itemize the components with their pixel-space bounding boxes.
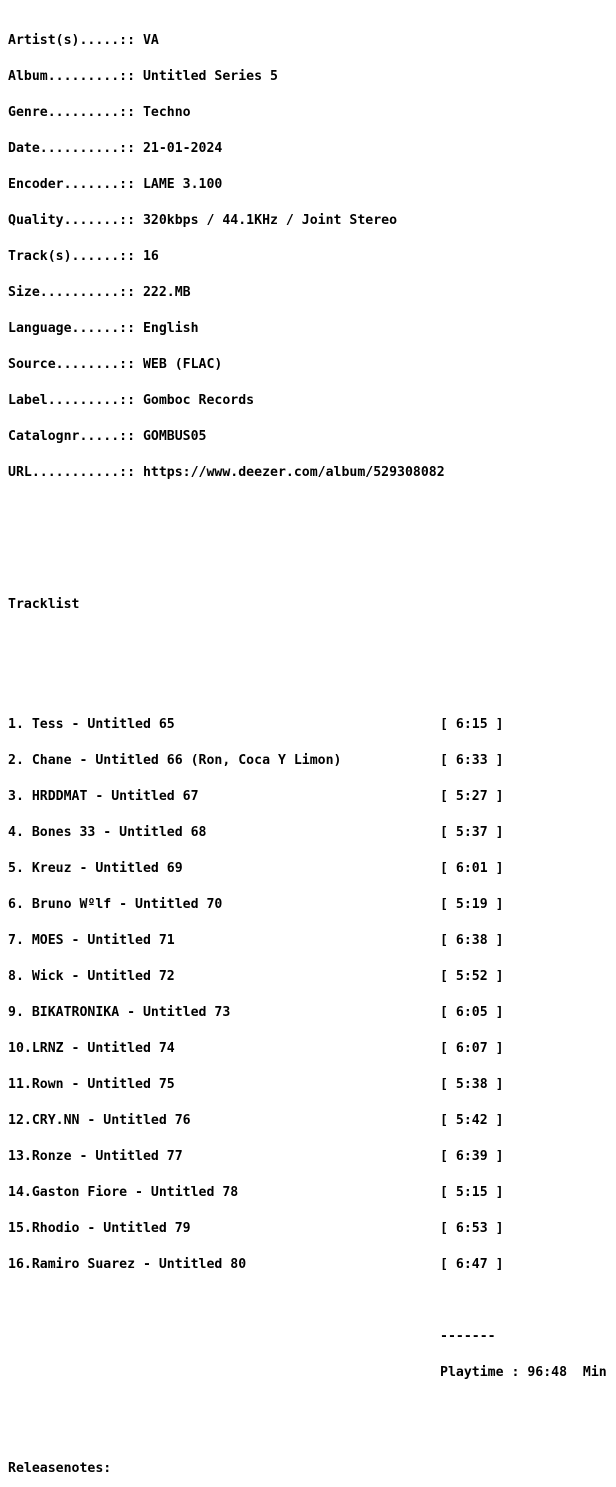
header-value: : 222.MB <box>127 285 191 300</box>
track-row <box>8 1041 504 1056</box>
header-key: Artist(s).....: <box>8 33 128 48</box>
track-row <box>8 1149 504 1164</box>
header-key: Encoder.......: <box>8 177 128 192</box>
header-key: Quality.......: <box>8 213 128 228</box>
track-duration: [ 6:01 ] <box>440 861 504 876</box>
spacer <box>8 551 445 563</box>
header-value: : GOMBUS05 <box>127 429 207 444</box>
track-duration: [ 6:05 ] <box>440 1005 504 1020</box>
total-rule-row <box>8 1329 496 1344</box>
track-title: 16.Ramiro Suarez - Untitled 80 <box>8 1257 247 1272</box>
track-title: 3. HRDDMAT - Untitled 67 <box>8 789 199 804</box>
track-row <box>8 753 504 768</box>
track-title: 8. Wick - Untitled 72 <box>8 969 175 984</box>
track-row <box>8 933 504 948</box>
track-row <box>8 1113 504 1128</box>
header-key: Source........: <box>8 357 128 372</box>
playtime-total: Playtime : 96:48 Min <box>440 1365 607 1380</box>
header-key: Label.........: <box>8 393 128 408</box>
spacer <box>8 515 445 527</box>
header-value: : English <box>127 321 199 336</box>
track-row <box>8 825 504 840</box>
header-row-artist <box>8 35 445 47</box>
header-key: Size..........: <box>8 285 128 300</box>
header-key: Album.........: <box>8 69 128 84</box>
header-row-url <box>8 467 445 479</box>
track-row <box>8 897 504 912</box>
track-title: 7. MOES - Untitled 71 <box>8 933 175 948</box>
track-row <box>8 717 504 732</box>
header-value: : https://www.deezer.com/album/529308082 <box>127 465 445 480</box>
track-duration: [ 6:38 ] <box>440 933 504 948</box>
track-title: 2. Chane - Untitled 66 (Ron, Coca Y Limon) <box>8 753 342 768</box>
tracklist <box>8 695 504 1295</box>
track-duration: [ 6:07 ] <box>440 1041 504 1056</box>
track-duration: [ 5:37 ] <box>440 825 504 840</box>
header-key: Date..........: <box>8 141 128 156</box>
track-duration: [ 5:42 ] <box>440 1113 504 1128</box>
track-duration: [ 6:47 ] <box>440 1257 504 1272</box>
header-row-album <box>8 71 445 83</box>
tracklist-heading: Tracklist <box>8 597 80 612</box>
track-row <box>8 789 504 804</box>
track-title: 5. Kreuz - Untitled 69 <box>8 861 183 876</box>
header-row-tracks <box>8 251 445 263</box>
track-row <box>8 1185 504 1200</box>
track-duration: [ 6:15 ] <box>440 717 504 732</box>
playtime-row <box>8 1365 607 1380</box>
header-key: URL...........: <box>8 465 128 480</box>
track-duration: [ 5:15 ] <box>440 1185 504 1200</box>
releasenotes-label: Releasenotes: <box>8 1461 112 1476</box>
header-value: : Untitled Series 5 <box>127 69 278 84</box>
track-duration: [ 6:33 ] <box>440 753 504 768</box>
header-row-language <box>8 323 445 335</box>
track-title: 14.Gaston Fiore - Untitled 78 <box>8 1185 239 1200</box>
header-value: : WEB (FLAC) <box>127 357 223 372</box>
track-title: 4. Bones 33 - Untitled 68 <box>8 825 207 840</box>
track-title: 10.LRNZ - Untitled 74 <box>8 1041 175 1056</box>
track-row <box>8 1077 504 1092</box>
track-title: 13.Ronze - Untitled 77 <box>8 1149 183 1164</box>
header-value: : VA <box>127 33 159 48</box>
header-value: : LAME 3.100 <box>127 177 223 192</box>
track-row <box>8 1005 504 1020</box>
header-row-quality <box>8 215 445 227</box>
track-duration: [ 6:53 ] <box>440 1221 504 1236</box>
track-duration: [ 6:39 ] <box>440 1149 504 1164</box>
header-row-encoder <box>8 179 445 191</box>
total-rule: ------- <box>440 1329 496 1344</box>
track-title: 9. BIKATRONIKA - Untitled 73 <box>8 1005 231 1020</box>
track-title: 6. Bruno Wºlf - Untitled 70 <box>8 897 223 912</box>
header-key: Track(s)......: <box>8 249 128 264</box>
track-title: 11.Rown - Untitled 75 <box>8 1077 175 1092</box>
track-row <box>8 861 504 876</box>
track-title: 1. Tess - Untitled 65 <box>8 717 175 732</box>
header-row-genre <box>8 107 445 119</box>
nfo-document <box>8 11 607 1487</box>
track-row <box>8 1257 504 1272</box>
header-value: : Techno <box>127 105 191 120</box>
header-value: : 320kbps / 44.1KHz / Joint Stereo <box>127 213 398 228</box>
header-row-size <box>8 287 445 299</box>
header-row-label <box>8 395 445 407</box>
header-value: : Gomboc Records <box>127 393 255 408</box>
track-duration: [ 5:38 ] <box>440 1077 504 1092</box>
header-row-catalognr <box>8 431 445 443</box>
track-row <box>8 969 504 984</box>
header-row-source <box>8 359 445 371</box>
header-key: Catalognr.....: <box>8 429 128 444</box>
header-key: Genre.........: <box>8 105 128 120</box>
track-duration: [ 5:27 ] <box>440 789 504 804</box>
track-duration: [ 5:19 ] <box>440 897 504 912</box>
track-row <box>8 1221 504 1236</box>
header-row-date <box>8 143 445 155</box>
header-key: Language......: <box>8 321 128 336</box>
spacer <box>8 1415 445 1427</box>
header-value: : 21-01-2024 <box>127 141 223 156</box>
header-value: : 16 <box>127 249 159 264</box>
track-title: 12.CRY.NN - Untitled 76 <box>8 1113 191 1128</box>
track-duration: [ 5:52 ] <box>440 969 504 984</box>
track-title: 15.Rhodio - Untitled 79 <box>8 1221 191 1236</box>
spacer <box>8 647 445 659</box>
